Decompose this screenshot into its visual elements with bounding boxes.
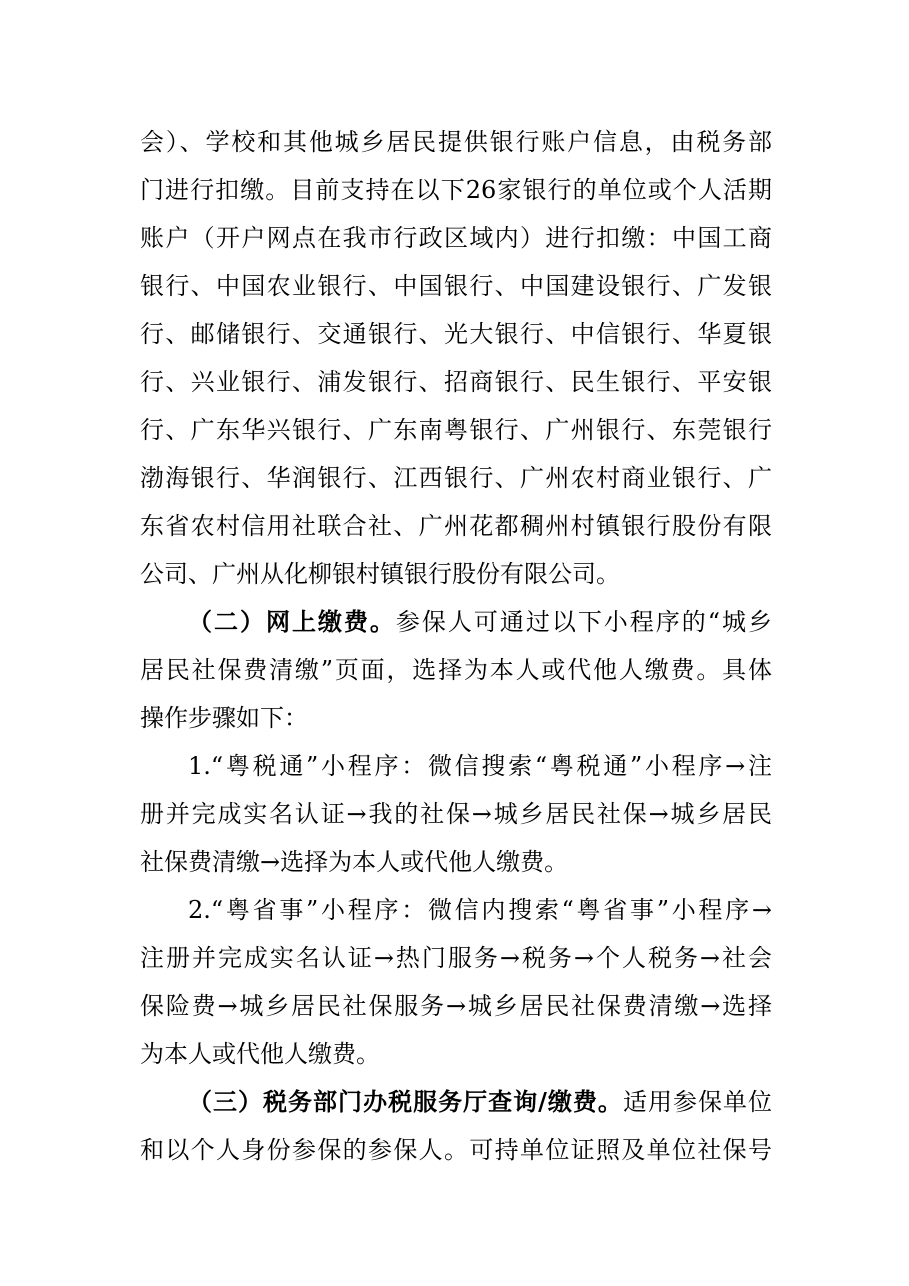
text-line: 为本人或代他人缴费。	[140, 1040, 380, 1068]
text-line: 1.“粤税通”小程序：微信搜索“粤税通”小程序→注	[188, 752, 772, 780]
text-line: 会）、学校和其他城乡居民提供银行账户信息，由税务部	[140, 128, 772, 156]
text-line: 居民社保费清缴”页面，选择为本人或代他人缴费。具体	[140, 656, 772, 684]
text-line: 行、邮储银行、交通银行、光大银行、中信银行、华夏银	[140, 320, 772, 348]
text-line: 2.“粤省事”小程序：微信内搜索“粤省事”小程序→	[188, 896, 772, 924]
text-line: 公司、广州从化柳银村镇银行股份有限公司。	[140, 560, 620, 588]
text-line: 行、兴业银行、浦发银行、招商银行、民生银行、平安银	[140, 368, 772, 396]
text-line: 和以个人身份参保的参保人。可持单位证照及单位社保号	[140, 1136, 772, 1164]
text-line: 银行、中国农业银行、中国银行、中国建设银行、广发银	[140, 272, 772, 300]
text-line: 行、广东华兴银行、广东南粤银行、广州银行、东莞银行	[140, 416, 772, 444]
text-line: 东省农村信用社联合社、广州花都稠州村镇银行股份有限	[140, 512, 772, 540]
text-line: 保险费→城乡居民社保服务→城乡居民社保费清缴→选择	[140, 992, 772, 1020]
text-run: 适用参保单位	[622, 1088, 773, 1116]
text-line: 门进行扣缴。目前支持在以下26家银行的单位或个人活期	[140, 176, 772, 204]
text-line: 注册并完成实名认证→热门服务→税务→个人税务→社会	[140, 944, 772, 972]
text-line: 社保费清缴→选择为本人或代他人缴费。	[140, 848, 569, 876]
section-heading-line	[188, 1087, 772, 1117]
section-heading-line	[188, 607, 772, 637]
text-line: 账户（开户网点在我市行政区域内）进行扣缴：中国工商	[140, 224, 772, 252]
text-line: 操作步骤如下：	[140, 704, 308, 732]
text-line: 册并完成实名认证→我的社保→城乡居民社保→城乡居民	[140, 800, 772, 828]
section-heading: （三）税务部门办税服务厅查询/缴费。	[188, 1087, 623, 1116]
section-heading: （二）网上缴费。	[188, 607, 396, 636]
text-run: 参保人可通过以下小程序的“城乡	[395, 608, 772, 636]
text-line: 渤海银行、华润银行、江西银行、广州农村商业银行、广	[140, 464, 772, 492]
